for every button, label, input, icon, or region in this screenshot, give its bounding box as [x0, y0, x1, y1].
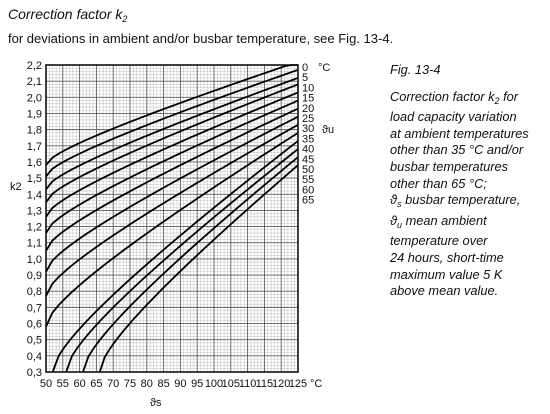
- curve-label: 25: [302, 113, 315, 125]
- y-tick-label: 1,5: [26, 173, 42, 186]
- curve-label: 50: [302, 164, 315, 176]
- chart-title: Correction factor $k_2$: [8, 6, 128, 24]
- caption-line: load capacity variation: [390, 109, 517, 125]
- x-tick-label: 105: [221, 378, 240, 390]
- x-axis-unit: °C: [310, 378, 323, 390]
- caption-line: maximum value 5 K: [390, 266, 503, 282]
- y-tick-label: 1,7: [26, 140, 42, 153]
- x-tick-label: 65: [90, 378, 103, 390]
- curve-label: 45: [302, 153, 315, 166]
- y-tick-label: 2,1: [26, 76, 42, 89]
- y-tick-label: 1,6: [26, 156, 42, 169]
- x-tick-label: 115: [255, 378, 274, 390]
- y-tick-label: 1,3: [26, 205, 42, 218]
- caption-line: at ambient temperatures: [390, 125, 529, 141]
- chart-subtitle: for deviations in ambient and/or busbar temperature, see Fig. 13-4.: [8, 31, 394, 46]
- y-tick-label: 0,4: [26, 350, 42, 363]
- y-tick-label: 0,7: [26, 302, 42, 315]
- curve-param-label: ϑu: [322, 124, 335, 136]
- x-tick-label: 85: [157, 378, 170, 390]
- x-tick-label: 70: [107, 378, 120, 390]
- curve-label: 65: [302, 194, 315, 207]
- curve-theta-u-25: [46, 101, 298, 233]
- curve-label: 40: [302, 143, 315, 156]
- x-tick-label: 120: [272, 378, 291, 390]
- y-tick-label: 0,8: [26, 286, 42, 299]
- curve-label: 55: [302, 174, 315, 187]
- curve-label: 60: [302, 184, 315, 197]
- caption-line: 24 hours, short-time: [390, 249, 504, 265]
- caption-line: other than 65 °C;: [390, 175, 487, 191]
- curve-label: 10: [302, 82, 315, 95]
- curve-theta-u-10: [46, 78, 298, 189]
- x-tick-label: 55: [56, 378, 69, 390]
- y-tick-label: 0,9: [26, 270, 42, 283]
- x-tick-label: 60: [73, 378, 86, 390]
- curve-label: 35: [302, 133, 315, 146]
- curve-label: 20: [302, 102, 315, 115]
- caption-line: temperature over: [390, 233, 488, 249]
- caption-line: $ϑ_s$ busbar temperature,: [390, 192, 521, 210]
- x-tick-label: 75: [123, 378, 137, 390]
- chart-curves: [46, 65, 298, 372]
- caption-line: Correction factor $k_2$ for: [390, 88, 519, 106]
- y-tick-label: 1,9: [26, 108, 42, 121]
- x-tick-label: 110: [238, 378, 257, 390]
- x-tick-label: 50: [39, 378, 53, 390]
- y-axis-label: k2: [10, 181, 22, 193]
- y-tick-label: 0,3: [26, 367, 42, 379]
- y-tick-label: 0,5: [26, 334, 42, 347]
- y-tick-label: 1,1: [26, 237, 42, 250]
- y-tick-label: 2,2: [26, 60, 42, 72]
- figure-caption-text: [390, 89, 550, 300]
- caption-line: $ϑ_u$ mean ambient: [390, 212, 487, 230]
- figure-caption: [390, 62, 550, 300]
- caption-line: other than 35 °C and/or: [390, 142, 524, 158]
- caption-line: busbar temperatures: [390, 158, 509, 174]
- y-tick-label: 0,6: [26, 318, 42, 331]
- y-tick-label: 1,8: [26, 124, 42, 137]
- y-tick-label: 1,4: [26, 189, 42, 202]
- y-tick-label: 1,0: [26, 253, 42, 266]
- x-tick-label: 80: [140, 378, 153, 390]
- x-tick-label: 95: [191, 378, 204, 390]
- curve-label: 30: [302, 123, 315, 136]
- figure-number: Fig. 13-4: [390, 62, 441, 77]
- curve-label: 0: [302, 62, 309, 74]
- curve-unit: °C: [318, 62, 331, 74]
- x-tick-label: 90: [174, 378, 187, 390]
- curve-label: 5: [302, 72, 309, 85]
- curve-label: 15: [302, 92, 315, 105]
- x-axis-label: ϑs: [150, 397, 162, 409]
- y-tick-label: 1,2: [26, 221, 42, 234]
- x-tick-label: 125: [288, 378, 308, 390]
- x-tick-label: 100: [204, 378, 224, 390]
- caption-line: above mean value.: [390, 283, 499, 299]
- y-tick-label: 2,0: [26, 92, 42, 105]
